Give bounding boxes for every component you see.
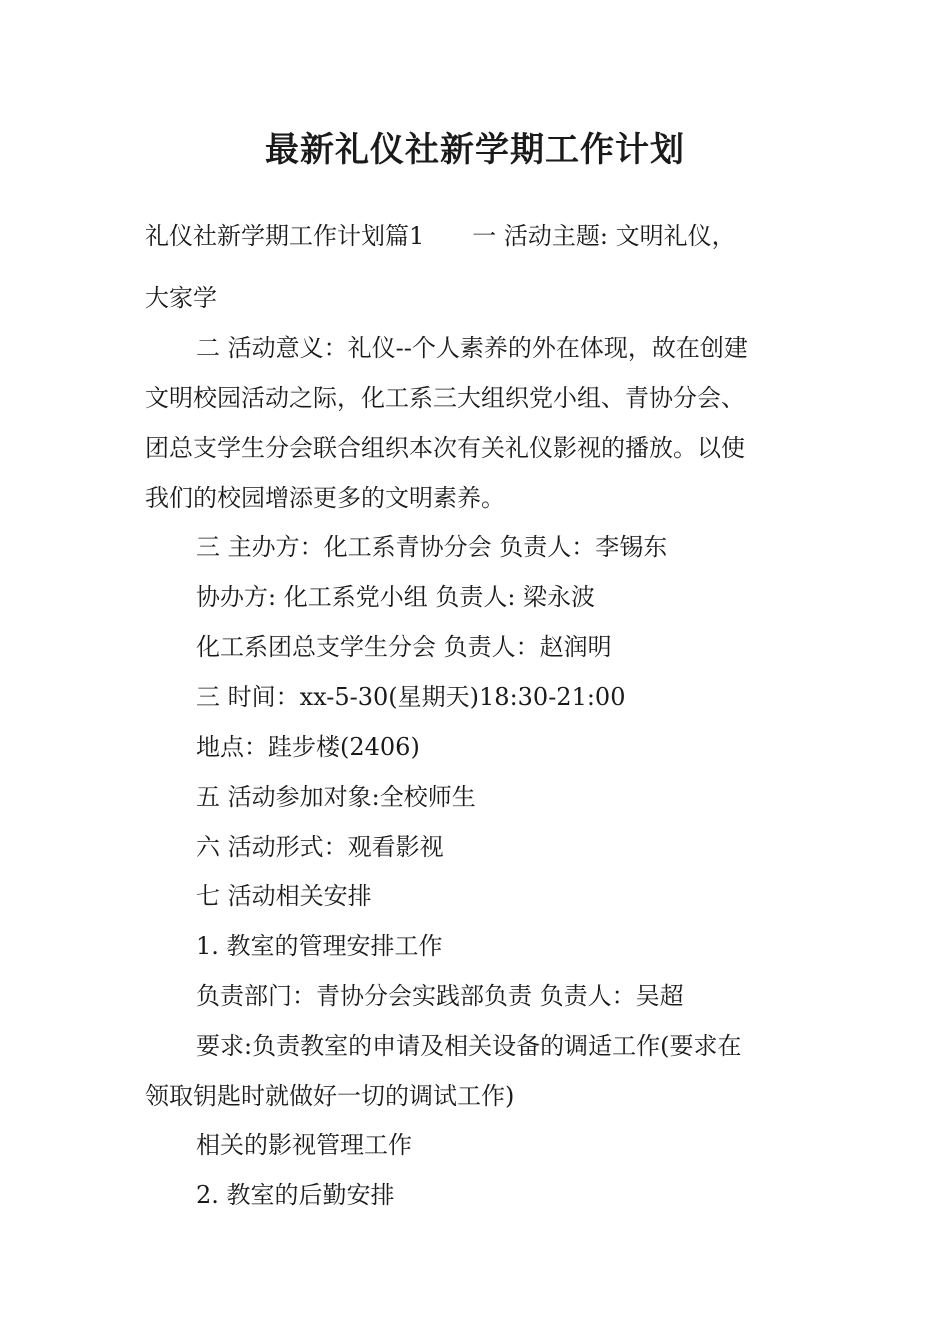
paragraph-line: 负责部门：青协分会实践部负责 负责人：吴超	[196, 982, 684, 1010]
paragraph-line: 领取钥匙时就做好一切的调试工作)	[145, 1082, 515, 1110]
paragraph-line: 化工系团总支学生分会 负责人：赵润明	[196, 633, 612, 661]
paragraph-line: 协办方: 化工系党小组 负责人: 梁永波	[196, 583, 596, 611]
section-heading: 礼仪社新学期工作计划篇1	[145, 222, 425, 250]
paragraph-line: 七 活动相关安排	[196, 882, 372, 910]
document-title: 最新礼仪社新学期工作计划	[265, 130, 685, 170]
paragraph-line: 大家学	[145, 284, 217, 312]
activity-theme: 一 活动主题: 文明礼仪，	[472, 222, 736, 250]
paragraph-line: 三 时间：xx-5-30(星期天)18:30-21:00	[196, 683, 626, 711]
paragraph-line: 三 主办方：化工系青协分会 负责人：李锡东	[196, 533, 668, 561]
paragraph-line: 六 活动形式：观看影视	[196, 833, 444, 861]
paragraph-line: 地点：跬步楼(2406)	[196, 733, 420, 761]
paragraph-line: 我们的校园增添更多的文明素养。	[145, 484, 505, 512]
paragraph-line: 1. 教室的管理安排工作	[196, 932, 443, 960]
paragraph-line	[145, 218, 736, 254]
paragraph-line: 团总支学生分会联合组织本次有关礼仪影视的播放。以使	[145, 434, 745, 462]
paragraph-line: 相关的影视管理工作	[196, 1131, 412, 1159]
paragraph-line: 文明校园活动之际，化工系三大组织党小组、青协分会、	[145, 384, 745, 412]
paragraph-line: 二 活动意义：礼仪--个人素养的外在体现，故在创建	[196, 334, 748, 362]
paragraph-line: 要求:负责教室的申请及相关设备的调适工作(要求在	[196, 1032, 742, 1060]
paragraph-line: 五 活动参加对象:全校师生	[196, 783, 476, 811]
paragraph-line: 2. 教室的后勤安排	[196, 1181, 395, 1209]
